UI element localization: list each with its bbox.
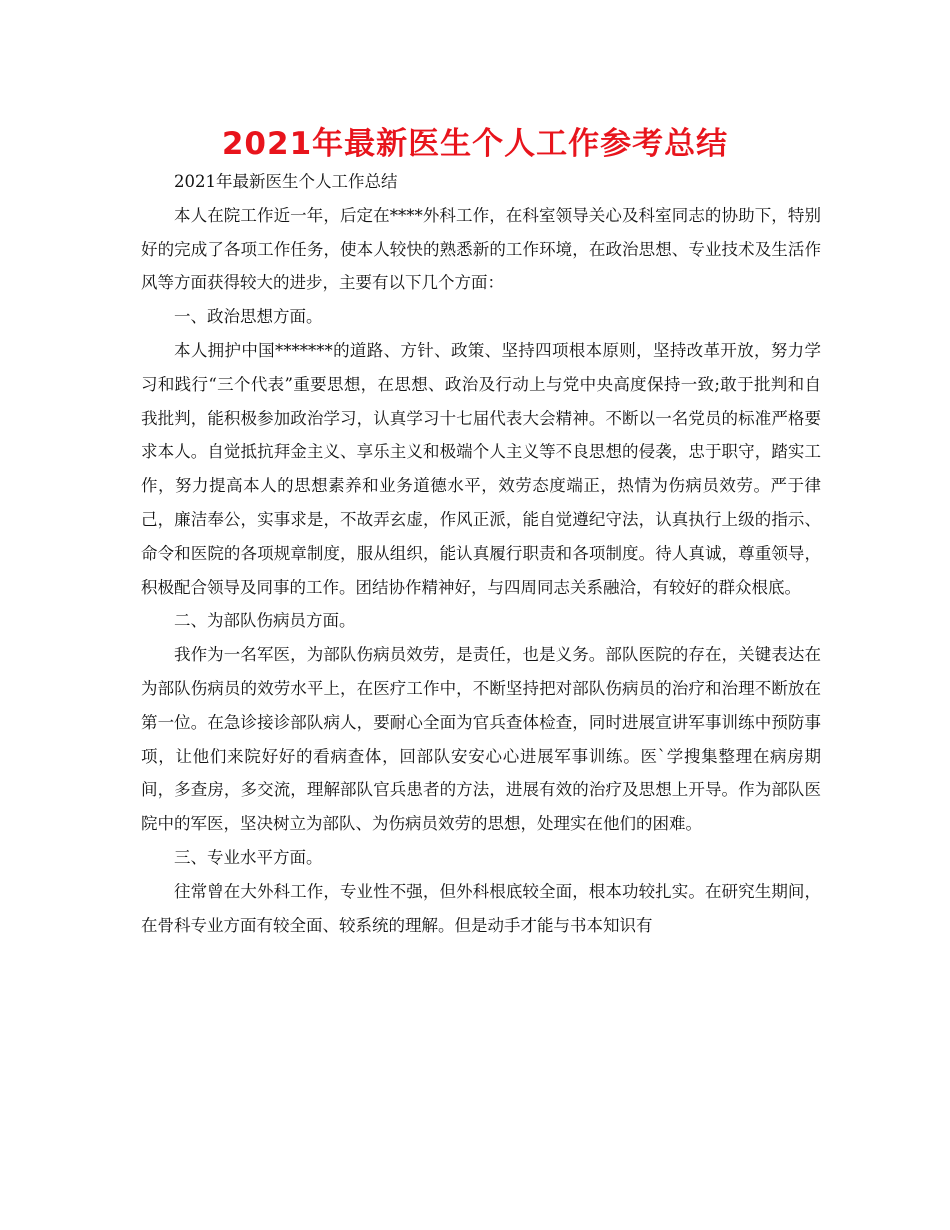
paragraph-political: 本人拥护中国*******的道路、方针、政策、坚持四项根本原则，坚持改革开放，努力学习和践行“三个代表”重要思想，在思想、政治及行动上与党中央高度保持一致;敢于批判和自我批判，能积极参加政治学习，认真学习十七届代表大会精神。不断以一名党员的标准严格要求本人。自觉抵抗拜金主义、享乐主义和极端个人主义等不良思想的侵袭，忠于职守，踏实工作，努力提高本人的思想素养和业务道德水平，效劳态度端正，热情为伤病员效劳。严于律己，廉洁奉公，实事求是，不故弄玄虚，作风正派，能自觉遵纪守法，认真执行上级的指示、命令和医院的各项规章制度，服从组织，能认真履行职责和各项制度。待人真诚，尊重领导，积极配合领导及同事的工作。团结协作精神好，与四周同志关系融洽，有较好的群众根底。 xyxy=(141,340,821,597)
paragraph-professional: 往常曾在大外科工作，专业性不强，但外科根底较全面，根本功较扎实。在研究生期间，在骨科专业方面有较全面、较系统的理解。但是动手才能与书本知识有 xyxy=(141,881,821,935)
paragraph-subtitle: 2021年最新医生个人工作总结 xyxy=(174,172,398,191)
document-title: 2021年最新医生个人工作参考总结 xyxy=(221,126,729,162)
section-heading-troops: 二、为部队伤病员方面。 xyxy=(174,611,356,631)
paragraph-troops: 我作为一名军医，为部队伤病员效劳，是责任，也是义务。部队医院的存在，关键表达在为部队伤病员的效劳水平上，在医疗工作中，不断坚持把对部队伤病员的治疗和治理不断放在第一位。在急诊接诊部队病人，要耐心全面为官兵查体检查，同时进展宣讲军事训练中预防事项，让他们来院好好的看病查体，回部队安安心心进展军事训练。医`学搜集整理在病房期间，多查房，多交流，理解部队官兵患者的方法，进展有效的治疗及思想上开导。作为部队医院中的军医，坚决树立为部队、为伤病员效劳的思想，处理实在他们的困难。 xyxy=(141,645,821,834)
paragraph-intro: 本人在院工作近一年，后定在****外科工作，在科室领导关心及科室同志的协助下，特别好的完成了各项工作任务，使本人较快的熟悉新的工作环境，在政治思想、专业技术及生活作风等方面获得较大的进步，主要有以下几个方面： xyxy=(141,205,821,293)
section-heading-political: 一、政治思想方面。 xyxy=(174,307,323,327)
section-heading-professional: 三、专业水平方面。 xyxy=(174,847,323,867)
document-body xyxy=(141,165,821,942)
